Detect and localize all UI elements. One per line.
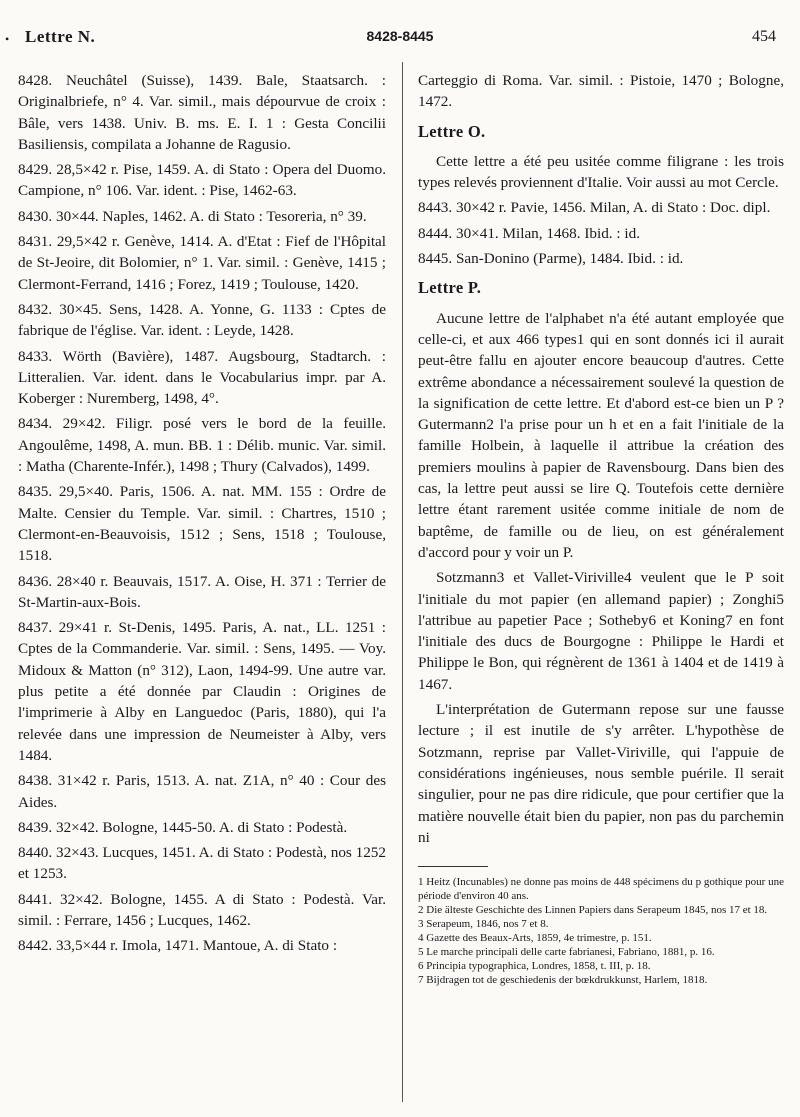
- entry-8432: 8432. 30×45. Sens, 1428. A. Yonne, G. 1133 : Cptes de fabrique de l'église. Var. ident. : Leyde, 1428.: [18, 300, 386, 340]
- entry-range: 8428-8445: [366, 28, 434, 44]
- footnote: 2 Die älteste Geschichte des Linnen Papiers dans Serapeum 1845, nos 17 et 18.: [418, 904, 768, 917]
- paragraph: Sotzmann3 et Vallet-Viriville4 veulent que le P soit l'initiale du mot papier (en allemand papier) ; Zonghi5 l'attribue au papetier Pace ; Sotheby6 et Koning7 en font l'initiale des ducs de Bourgogne : Philippe le Hardi et Philippe le Bon, qui régnèrent de 1361 à 1404 et de 1419 à 1467.: [418, 569, 784, 693]
- page-number: 454: [752, 28, 776, 45]
- entry-8428: 8428. Neuchâtel (Suisse), 1439. Bale, Staatsarch. : Originalbriefe, n° 4. Var. simil., mais dépourvue de croix : Bâle, vers 1438. Univ. B. ms. E. I. 1 : Gesta Concilii Basiliensis, compilata a Johanne de Ragusio.: [18, 72, 386, 153]
- footnote: 1 Heitz (Incunables) ne donne pas moins de 448 spécimens du p gothique pour une période d'environ 40 ans.: [418, 876, 784, 903]
- footnote: 7 Bijdragen tot de geschiedenis der bœkdrukkunst, Harlem, 1818.: [418, 974, 708, 987]
- footnote: 5 Le marche principali delle carte fabrianesi, Fabriano, 1881, p. 16.: [418, 946, 715, 959]
- left-column: [18, 70, 386, 961]
- column-divider: [402, 62, 403, 1102]
- page-header: [0, 22, 800, 52]
- entry-8442: 8442. 33,5×44 r. Imola, 1471. Mantoue, A. di Stato :: [18, 937, 338, 955]
- entry-8434: 8434. 29×42. Filigr. posé vers le bord de la feuille. Angoulême, 1498, A. mun. BB. 1 : Délib. munic. Var. simil. : Matha (Charente-Infér.), 1498 ; Thury (Calvados), 1499.: [18, 415, 386, 476]
- margin-mark: •: [5, 32, 10, 46]
- entry-8429: 8429. 28,5×42 r. Pise, 1459. A. di Stato : Opera del Duomo. Campione, n° 106. Var. ident. : Pise, 1462-63.: [18, 161, 386, 200]
- entry-8433: 8433. Wörth (Bavière), 1487. Augsbourg, Stadtarch. : Litteralien. Var. ident. dans le Vocabularius impr. par A. Koberger : Nuremberg, 1498, 4°.: [18, 347, 386, 408]
- entry-8444: 8444. 30×41. Milan, 1468. Ibid. : id.: [418, 224, 641, 242]
- entry-8438: 8438. 31×42 r. Paris, 1513. A. nat. Z1A, n° 40 : Cour des Aides.: [18, 772, 386, 811]
- section-o-intro: Cette lettre a été peu usitée comme filigrane : les trois types relevés proviennent d'Italie. Voir aussi au mot Cercle.: [418, 152, 784, 192]
- entry-8440: 8440. 32×43. Lucques, 1451. A. di Stato : Podestà, nos 1252 et 1253.: [18, 844, 386, 883]
- paragraph: L'interprétation de Gutermann repose sur une fausse lecture ; il est inutile de s'y arrêter. L'hypothèse de Sotzmann, reprise par Vallet-Viriville, qui l'appuie de considérations ingénieuses, nous semble puérile. Il serait singulier, pour ne pas dire ridicule, que pour certifier que la matière nouvelle était bien du papier, non pas du parchemin ni: [418, 701, 784, 846]
- section-title-p: Lettre P.: [418, 278, 482, 298]
- entry-8442-continued: Carteggio di Roma. Var. simil. : Pistoie, 1470 ; Bologne, 1472.: [418, 72, 784, 111]
- entry-8443: 8443. 30×42 r. Pavie, 1456. Milan, A. di Stato : Doc. dipl.: [418, 199, 771, 217]
- entry-8435: 8435. 29,5×40. Paris, 1506. A. nat. MM. 155 : Ordre de Malte. Censier du Temple. Var. simil. : Chartres, 1510 ; Clermont-en-Beauvoisis, 1512 ; Sens, 1518 ; Toulouse, 1518.: [18, 483, 386, 565]
- section-title-o: Lettre O.: [418, 121, 486, 141]
- footnote: 6 Principia typographica, Londres, 1858, t. III, p. 18.: [418, 960, 651, 973]
- paragraph: Aucune lettre de l'alphabet n'a été autant employée que celle-ci, et aux 466 types1 qui en sont donnés ici il aurait peut-être fallu en ajouter encore beaucoup d'autres. Cette extrême abondance a nécessairement soulevé la question de la signification de cette lettre. Et d'abord est-ce bien un P ? Gutermann2 l'a prise pour un h et en a fait l'initiale de la famille Holbein, à laquelle il attribue la création des premiers moulins à papier de Ravensbourg. Dans bien des cas, la lettre peut aussi se lire Q. Toutefois cette dernière lettre étant rarement usitée comme initiale de nom de baptême, de famille ou de lieu, on est généralement d'accord pour y voir un P.: [418, 309, 784, 561]
- entry-8437: 8437. 29×41 r. St-Denis, 1495. Paris, A. nat., LL. 1251 : Cptes de la Commanderie. Var. simil. : Sens, 1495. — Voy. Midoux & Matton (n° 312), Laon, 1494-99. Une autre var. plus petite a été donnée par Claudin : Origines de l'imprimerie à Alby en Languedoc (Paris, 1880), qui l'a relevée dans une impression de Neumeister à Alby, vers 1484.: [18, 619, 386, 764]
- footnote: 3 Serapeum, 1846, nos 7 et 8.: [418, 918, 549, 931]
- entry-8431: 8431. 29,5×42 r. Genève, 1414. A. d'Etat : Fief de l'Hôpital de St-Jeoire, dit Bolomier, n° 1. Var. simil. : Genève, 1415 ; Clermont-Ferrand, 1416 ; Forez, 1419 ; Toulouse, 1420.: [18, 233, 386, 293]
- entry-8430: 8430. 30×44. Naples, 1462. A. di Stato : Tesoreria, n° 39.: [18, 207, 367, 225]
- entry-8441: 8441. 32×42. Bologne, 1455. A di Stato : Podestà. Var. simil. : Ferrare, 1456 ; Lucques, 1462.: [18, 890, 386, 929]
- entry-8436: 8436. 28×40 r. Beauvais, 1517. A. Oise, H. 371 : Terrier de St-Martin-aux-Bois.: [18, 572, 386, 611]
- entry-8445: 8445. San-Donino (Parme), 1484. Ibid. : id.: [418, 250, 684, 268]
- footnote-rule: [418, 866, 488, 867]
- section-running-title: Lettre N.: [25, 27, 96, 46]
- footnote: 4 Gazette des Beaux-Arts, 1859, 4e trimestre, p. 151.: [418, 932, 652, 945]
- entry-8439: 8439. 32×42. Bologne, 1445-50. A. di Stato : Podestà.: [18, 818, 348, 836]
- right-column: [418, 70, 784, 987]
